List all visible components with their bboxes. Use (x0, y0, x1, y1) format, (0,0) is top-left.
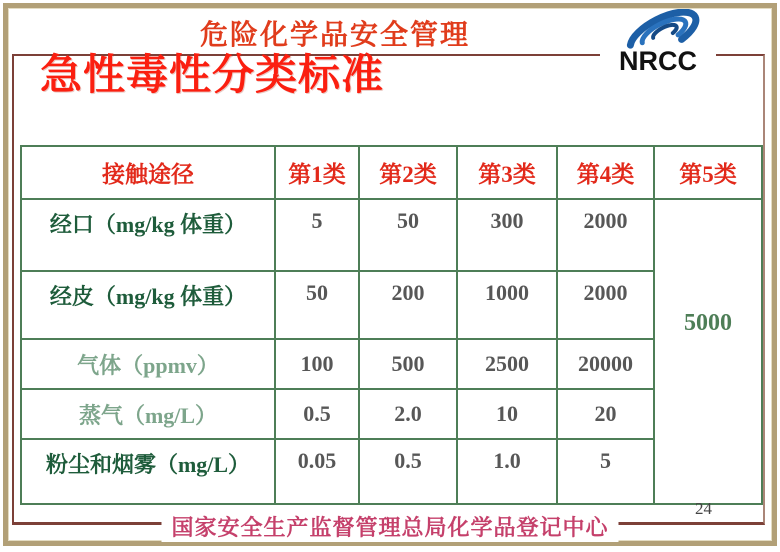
cell-value: 0.5 (275, 389, 359, 439)
cell-value: 0.05 (275, 439, 359, 504)
cell-value: 20000 (557, 339, 654, 389)
slide-footer: 国家安全生产监督管理总局化学品登记中心 (161, 511, 618, 542)
row-label: 经口（mg/kg 体重） (21, 199, 275, 271)
page-title: 急性毒性分类标准 (40, 53, 385, 99)
nrcc-logo-text: NRCC (619, 46, 697, 76)
cell-value: 50 (275, 271, 359, 339)
cell-value: 0.5 (359, 439, 457, 504)
cell-value: 5 (275, 199, 359, 271)
nrcc-logo (600, 9, 716, 75)
row-label: 粉尘和烟雾（mg/L） (21, 439, 275, 504)
column-header-class1: 第1类 (275, 146, 359, 199)
column-header-class4: 第4类 (557, 146, 654, 199)
table-row-dust-mist (21, 439, 762, 504)
cell-value: 20 (557, 389, 654, 439)
page-number: 24 (695, 499, 712, 518)
toxicity-table (20, 145, 763, 505)
row-label: 气体（ppmv） (21, 339, 275, 389)
column-header-class2: 第2类 (359, 146, 457, 199)
cell-value: 2500 (457, 339, 557, 389)
cell-value: 2000 (557, 271, 654, 339)
row-label: 蒸气（mg/L） (21, 389, 275, 439)
cell-value: 1.0 (457, 439, 557, 504)
cell-value: 50 (359, 199, 457, 271)
cell-value: 10 (457, 389, 557, 439)
cell-value: 2000 (557, 199, 654, 271)
slide-header-title: 危险化学品安全管理 (199, 20, 470, 51)
row-label: 经皮（mg/kg 体重） (21, 271, 275, 339)
column-header-route: 接触途径 (21, 146, 275, 199)
column-header-class3: 第3类 (457, 146, 557, 199)
cell-value: 300 (457, 199, 557, 271)
table-row-gas (21, 339, 762, 389)
table-header-row (21, 146, 762, 199)
table-row-vapor (21, 389, 762, 439)
cell-value: 1000 (457, 271, 557, 339)
cell-value: 500 (359, 339, 457, 389)
table-row-oral (21, 199, 762, 271)
cell-value: 200 (359, 271, 457, 339)
table-row-dermal (21, 271, 762, 339)
column-header-class5: 第5类 (654, 146, 762, 199)
cell-value: 100 (275, 339, 359, 389)
cell-value: 2.0 (359, 389, 457, 439)
cell-value: 5 (557, 439, 654, 504)
cell-class5-merged: 5000 (654, 199, 762, 504)
